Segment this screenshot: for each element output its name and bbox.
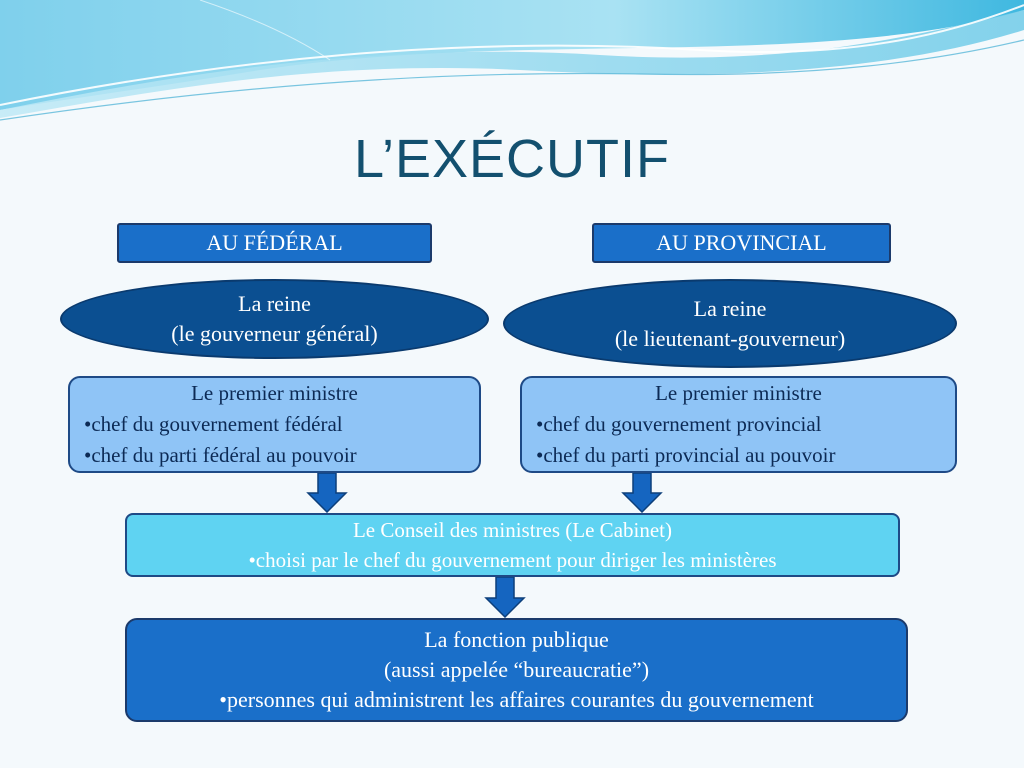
arrow-down-icon bbox=[621, 473, 663, 513]
pm-provincial-box bbox=[520, 376, 957, 473]
header-provincial bbox=[592, 223, 891, 263]
queen-provincial-line1: La reine bbox=[693, 295, 767, 321]
oval-queen-provincial bbox=[503, 279, 957, 368]
cabinet-line1: Le Conseil des ministres (Le Cabinet) bbox=[352, 518, 672, 542]
header-provincial-label: AU PROVINCIAL bbox=[656, 230, 827, 255]
page-title: L’EXÉCUTIF bbox=[353, 129, 671, 189]
public-service-line2: (aussi appelée “bureaucratie”) bbox=[383, 657, 650, 682]
public-service-line1: La fonction publique bbox=[424, 627, 609, 652]
queen-federal-line1: La reine bbox=[238, 291, 311, 316]
pm-provincial-bullet1: •chef du gouvernement provincial bbox=[536, 412, 822, 436]
oval-queen-federal bbox=[60, 279, 489, 359]
cabinet-box bbox=[125, 513, 900, 577]
pm-federal-title: Le premier ministre bbox=[191, 381, 358, 405]
pm-provincial-title: Le premier ministre bbox=[655, 381, 822, 405]
pm-provincial-bullet2: •chef du parti provincial au pouvoir bbox=[536, 443, 836, 467]
public-service-box bbox=[125, 618, 908, 722]
pm-federal-box bbox=[68, 376, 481, 473]
arrow-down-icon bbox=[484, 577, 526, 618]
queen-federal-line2: (le gouverneur général) bbox=[171, 321, 378, 346]
cabinet-line2: •choisi par le chef du gouvernement pour diriger les ministères bbox=[248, 548, 777, 572]
header-federal-label: AU FÉDÉRAL bbox=[206, 230, 343, 255]
queen-provincial-line2: (le lieutenant-gouverneur) bbox=[614, 325, 846, 351]
arrow-down-icon bbox=[306, 473, 348, 513]
pm-federal-bullet1: •chef du gouvernement fédéral bbox=[84, 412, 343, 436]
public-service-line3: •personnes qui administrent les affaires courantes du gouvernement bbox=[219, 687, 814, 712]
pm-federal-bullet2: •chef du parti fédéral au pouvoir bbox=[84, 443, 357, 467]
decorative-wave-banner bbox=[0, 0, 1024, 130]
header-federal bbox=[117, 223, 432, 263]
